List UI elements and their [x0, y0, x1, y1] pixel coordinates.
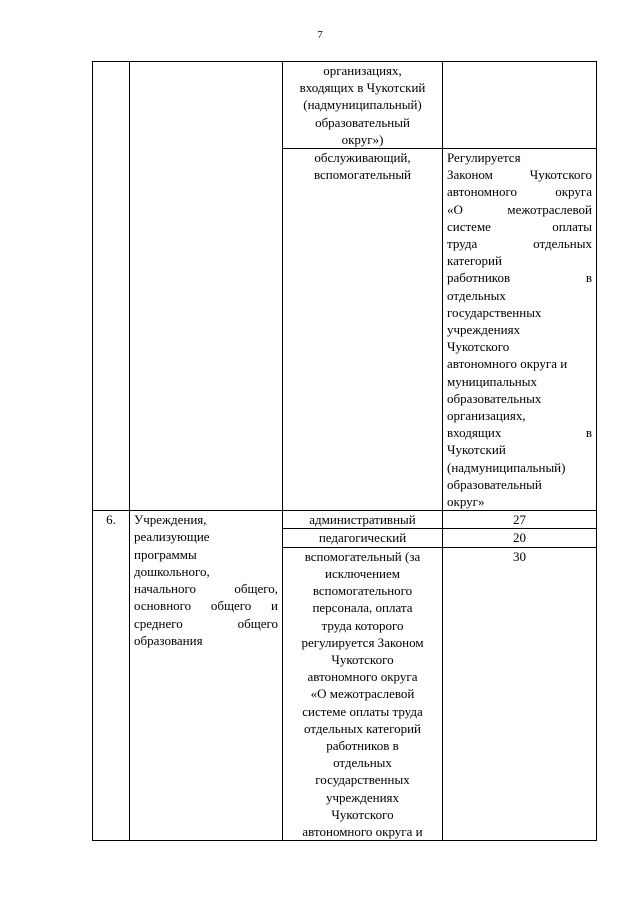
text-line: автономного округа	[307, 669, 418, 685]
page-number: 7	[317, 29, 323, 41]
text-line: персонала, оплата	[312, 600, 413, 616]
text-line: отдельных категорий	[303, 720, 421, 736]
text-line: (надмуниципальный)	[303, 97, 422, 113]
text-line: входящих в Чукотский	[299, 80, 426, 96]
text-line: начального общего,	[134, 581, 278, 597]
text-line: работников в	[326, 737, 399, 753]
text-line: Чукотского	[331, 651, 394, 667]
text-line: отдельных	[333, 755, 392, 771]
text-line: «О межотраслевой	[310, 686, 415, 702]
text-line: категорий	[447, 253, 502, 269]
table-row-continuation	[93, 62, 597, 149]
text-line: труда отдельных	[447, 236, 592, 252]
table-row-6-administrative	[93, 511, 597, 529]
text-line: округ»	[447, 494, 485, 510]
text-line: учреждениях	[325, 789, 400, 805]
text-line: программы	[134, 546, 197, 562]
category-cell	[283, 62, 443, 149]
value-cell: 27	[443, 511, 597, 529]
text-line: основного общего и	[134, 598, 278, 614]
text-line: системе оплаты	[447, 218, 592, 234]
text-line: педагогический	[318, 530, 407, 546]
text-line: отдельных	[447, 287, 506, 303]
text-line: Законом Чукотского	[447, 167, 592, 183]
category-cell	[283, 529, 443, 547]
text-line: дошкольного,	[134, 563, 210, 579]
text-line: образования	[134, 632, 203, 648]
text-line: организациях,	[447, 408, 526, 424]
value-cell	[443, 62, 597, 149]
text-line: труда которого	[321, 617, 404, 633]
text-line: Чукотского	[447, 339, 510, 355]
row-number-cell	[93, 62, 130, 511]
text-line: округ»)	[341, 131, 384, 147]
text-line: обслуживающий,	[314, 150, 411, 166]
text-line: административный	[309, 512, 416, 528]
category-cell	[283, 149, 443, 511]
text-line: Чукотского	[331, 806, 394, 822]
text-line: входящих в	[447, 425, 592, 441]
institution-cell	[130, 62, 283, 511]
text-line: вспомогательного	[312, 583, 413, 599]
text-line: вспомогательный (за	[304, 548, 421, 564]
text-line: образовательный	[315, 114, 410, 130]
text-line: Чукотский	[447, 442, 506, 458]
text-line: (надмуниципальный)	[447, 459, 566, 475]
text-line: образовательных	[447, 390, 542, 406]
institution-cell	[130, 511, 283, 841]
text-line: исключением	[325, 565, 400, 581]
category-cell	[283, 547, 443, 840]
text-line: системе оплаты труда	[302, 703, 423, 719]
text-line: Регулируется	[447, 150, 521, 166]
text-line: учреждениях	[447, 322, 521, 338]
text-line: государственных	[315, 772, 410, 788]
text-line: регулируется Законом	[301, 634, 424, 650]
value-cell: 30	[443, 547, 597, 840]
value-cell	[443, 149, 597, 511]
value-cell: 20	[443, 529, 597, 547]
text-line: организациях,	[323, 63, 402, 78]
text-line: автономного округа и	[302, 823, 423, 839]
text-line: автономного округа и	[447, 356, 568, 372]
text-line: работников в	[447, 270, 592, 286]
text-line: среднего общего	[134, 615, 278, 631]
text-line: государственных	[447, 304, 542, 320]
category-cell	[283, 511, 443, 529]
text-line: вспомогательный	[313, 167, 412, 183]
text-line: автономного округа	[447, 184, 592, 200]
text-line: образовательный	[447, 476, 542, 492]
text-line: «О межотраслевой	[447, 201, 592, 217]
text-line: Учреждения,	[134, 512, 207, 528]
text-line: муниципальных	[447, 373, 538, 389]
text-line: реализующие	[134, 529, 210, 545]
row-number-cell: 6.	[93, 511, 130, 841]
document-table	[92, 61, 597, 841]
